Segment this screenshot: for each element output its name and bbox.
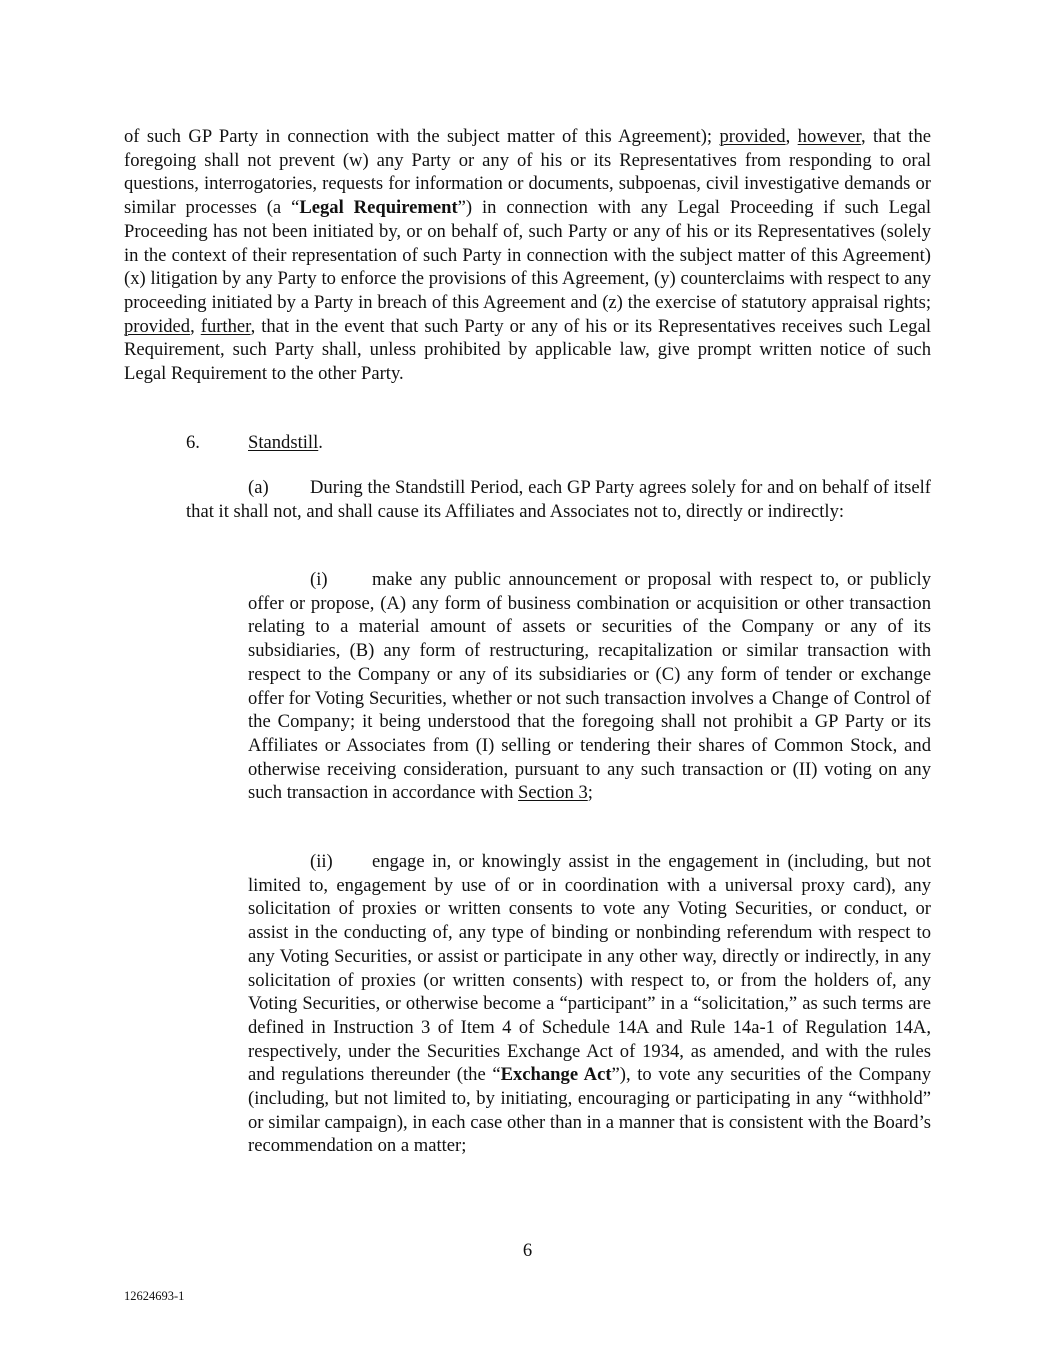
document-id: 12624693-1 — [124, 1289, 185, 1303]
section-3-reference: Section 3 — [518, 782, 588, 804]
clause-i-label: (i) — [310, 569, 328, 590]
section-title-end: . — [318, 432, 323, 453]
intro-paragraph — [124, 125, 931, 386]
clause-ii-text-2: ”), to vote any securities of the Company (including, but not limited to, by initiating, encouraging or participating in any “withhold” or similar campaign), in each case other than in a manner that is consistent with the Board’s recommendation on a matter; — [248, 1064, 931, 1157]
intro-text-3: , that the foregoing shall not prevent (w) any Party or any of his or its Representatives from responding to oral questions, interrogatories, requests for information or documents, subpoenas, civil investigative demands or similar processes (a “ — [124, 126, 932, 219]
provided-term-2: provided — [124, 315, 191, 337]
section-number: 6. — [186, 432, 200, 453]
clause-ii-text-1: engage in, or knowingly assist in the engagement in (including, but not limited to, engagement by use of or in coordination with a universal proxy card), any solicitation of proxies or written consents to vote any Voting Securities, or conduct, or assist in the conducting of, any type of binding or nonbinding referendum with respect to any Voting Securities, or assist or participate in any other way, directly or indirectly, in any solicitation of proxies (or written consents) with respect to, or from the holders of, any Voting Securities, or otherwise become a “participant” in a “solicitation,” as such terms are defined in Instruction 3 of Item 4 of Schedule 14A and Rule 14a-1 of Regulation 14A, respectively, under the Securities Exchange Act of 1934, as amended, and with the rules and regulations thereunder (the “ — [248, 851, 931, 1086]
intro-text-5: , — [190, 315, 201, 337]
exchange-act-term: Exchange Act — [500, 1064, 612, 1086]
clause-i — [248, 568, 931, 805]
intro-text-4: ”) in connection with any Legal Proceeding if such Legal Proceeding has not been initiated by, or on behalf of, such Party or any of his or its Representatives (solely in the context of their representation of such Party in connection with the subject matter of this Agreement) (x) litigation by any Party to enforce the provisions of this Agreement, (y) counterclaims with respect to any proceeding initiated by a Party in breach of this Agreement and (z) the exercise of statutory appraisal rights; — [124, 197, 931, 313]
subsection-a-text: During the Standstill Period, each GP Party agrees solely for and on behalf of itself that it shall not, and shall cause its Affiliates and Associates not to, directly or indirectly: — [186, 477, 931, 522]
section-6-heading — [186, 431, 323, 455]
subsection-a — [186, 476, 931, 523]
legal-requirement-term: Legal Requirement — [299, 197, 458, 219]
provided-term-1: provided — [719, 126, 786, 147]
clause-i-text-2: ; — [587, 782, 593, 804]
subsection-a-label: (a) — [248, 477, 269, 498]
intro-text-1: of such GP Party in connection with the subject matter of this Agreement); — [124, 126, 720, 147]
clause-ii-label: (ii) — [310, 851, 333, 872]
clause-ii — [248, 850, 931, 1158]
page-number: 6 — [522, 1240, 533, 1261]
section-title: Standstill — [248, 432, 319, 453]
intro-text-6: , that in the event that such Party or any of his or its Representatives receives such Legal Requirement, such Party shall, unless prohibited by applicable law, give prompt written notice of such Legal Requirement to the other Party. — [124, 315, 932, 385]
clause-i-text-1: make any public announcement or proposal with respect to, or publicly offer or propose, (A) any form of business combination or acquisition or other transaction relating to a material amount of assets or securities of the Company or any of its subsidiaries, (B) any form of restructuring, recapitalization or similar transaction with respect to the Company or any of its subsidiaries or (C) any form of tender or exchange offer for Voting Securities, whether or not such transaction involves a Change of Control of the Company; it being understood that the foregoing shall not prohibit a GP Party or its Affiliates or Associates from (I) selling or tendering their shares of Common Stock, and otherwise receiving consideration, pursuant to any such transaction or (II) voting on any such transaction in accordance with — [248, 569, 931, 804]
further-term: further — [200, 315, 251, 337]
intro-text-2: , — [785, 126, 798, 147]
however-term: however — [797, 126, 861, 147]
